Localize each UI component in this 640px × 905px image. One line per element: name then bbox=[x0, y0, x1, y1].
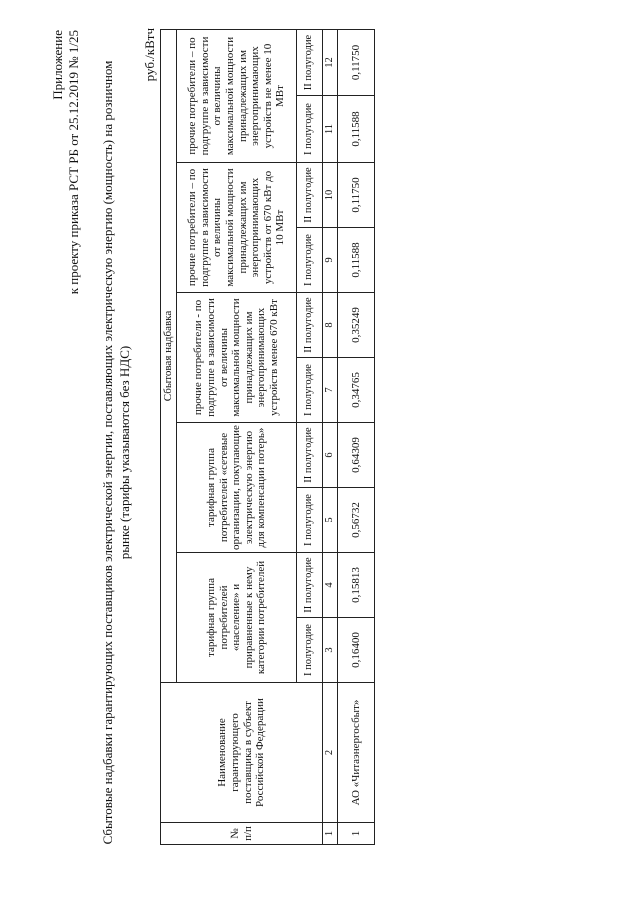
table-row bbox=[338, 30, 375, 845]
half-year-header: II полугодие bbox=[297, 423, 323, 488]
group-header-population: тарифная группа потребителей «население» и приравненные к нему категории потребителей bbox=[177, 553, 297, 683]
tariff-value: 0,11588 bbox=[338, 96, 375, 163]
tariff-table bbox=[160, 29, 375, 845]
group-header-other-lt670: прочие потребители - по подгруппе в зависимости от величины максимальной мощности принадлежащих им энергопринимающих устройств менее 670 кВт bbox=[177, 293, 297, 423]
half-year-header: I полугодие bbox=[297, 618, 323, 683]
col-name-header: Наименование гарантирующего поставщика в субъект Российской Федерации bbox=[161, 683, 323, 823]
document-title-line-2: рынке (тарифы указываются без НДС) bbox=[117, 345, 132, 560]
tariff-value: 0,56732 bbox=[338, 488, 375, 553]
column-number: 3 bbox=[323, 618, 338, 683]
table-header-row-1 bbox=[161, 30, 177, 845]
document-title-line-1: Сбытовые надбавки гарантирующих поставщиков электрической энергии, поставляющих электрическую энергию (мощность) на розничном bbox=[100, 60, 115, 845]
tariff-value: 0,11750 bbox=[338, 30, 375, 96]
column-number: 5 bbox=[323, 488, 338, 553]
group-header-other-670-10mw: прочие потребители – по подгруппе в зависимости от величины максимальной мощности принадлежащих им энергопринимающих устройств от 670 кВт до 10 МВт bbox=[177, 163, 297, 293]
column-number: 11 bbox=[323, 96, 338, 163]
half-year-header: II полугодие bbox=[297, 163, 323, 228]
row-number: 1 bbox=[338, 823, 375, 845]
unit-label: руб./кВтч bbox=[142, 28, 157, 82]
column-number: 6 bbox=[323, 423, 338, 488]
half-year-header: I полугодие bbox=[297, 488, 323, 553]
column-number: 9 bbox=[323, 228, 338, 293]
appendix-reference: к проекту приказа РСТ РБ от 25.12.2019 № 1/25 bbox=[66, 30, 81, 295]
tariff-value: 0,15813 bbox=[338, 553, 375, 618]
appendix-label: Приложение bbox=[50, 30, 65, 100]
tariff-value: 0,16400 bbox=[338, 618, 375, 683]
column-number: 8 bbox=[323, 293, 338, 358]
half-year-header: I полугодие bbox=[297, 96, 323, 163]
column-number: 10 bbox=[323, 163, 338, 228]
tariff-value: 0,11588 bbox=[338, 228, 375, 293]
half-year-header: II полугодие bbox=[297, 293, 323, 358]
tariff-value: 0,34765 bbox=[338, 358, 375, 423]
tariff-value: 0,64309 bbox=[338, 423, 375, 488]
tariff-value: 0,35249 bbox=[338, 293, 375, 358]
half-year-header: II полугодие bbox=[297, 30, 323, 96]
group-header-other-ge10mw: прочие потребители – по подгруппе в зависимости от величины максимальной мощности принадлежащих им энергопринимающих устройств не менее 10 МВт bbox=[177, 30, 297, 163]
supplier-name: АО «Читаэнергосбыт» bbox=[338, 683, 375, 823]
half-year-header: II полугодие bbox=[297, 553, 323, 618]
column-number: 7 bbox=[323, 358, 338, 423]
half-year-header: I полугодие bbox=[297, 228, 323, 293]
column-number: 1 bbox=[323, 823, 338, 845]
group-header-network-orgs: тарифная группа потребителей «сетевые организации, покупающие электрическую энергию для компенсации потерь» bbox=[177, 423, 297, 553]
column-number-row bbox=[323, 30, 338, 845]
column-number: 12 bbox=[323, 30, 338, 96]
tariff-value: 0,11750 bbox=[338, 163, 375, 228]
surcharge-group-header: Сбытовая надбавка bbox=[161, 30, 177, 683]
column-number: 4 bbox=[323, 553, 338, 618]
half-year-header: I полугодие bbox=[297, 358, 323, 423]
column-number: 2 bbox=[323, 683, 338, 823]
col-number-header: № п/п bbox=[161, 823, 323, 845]
